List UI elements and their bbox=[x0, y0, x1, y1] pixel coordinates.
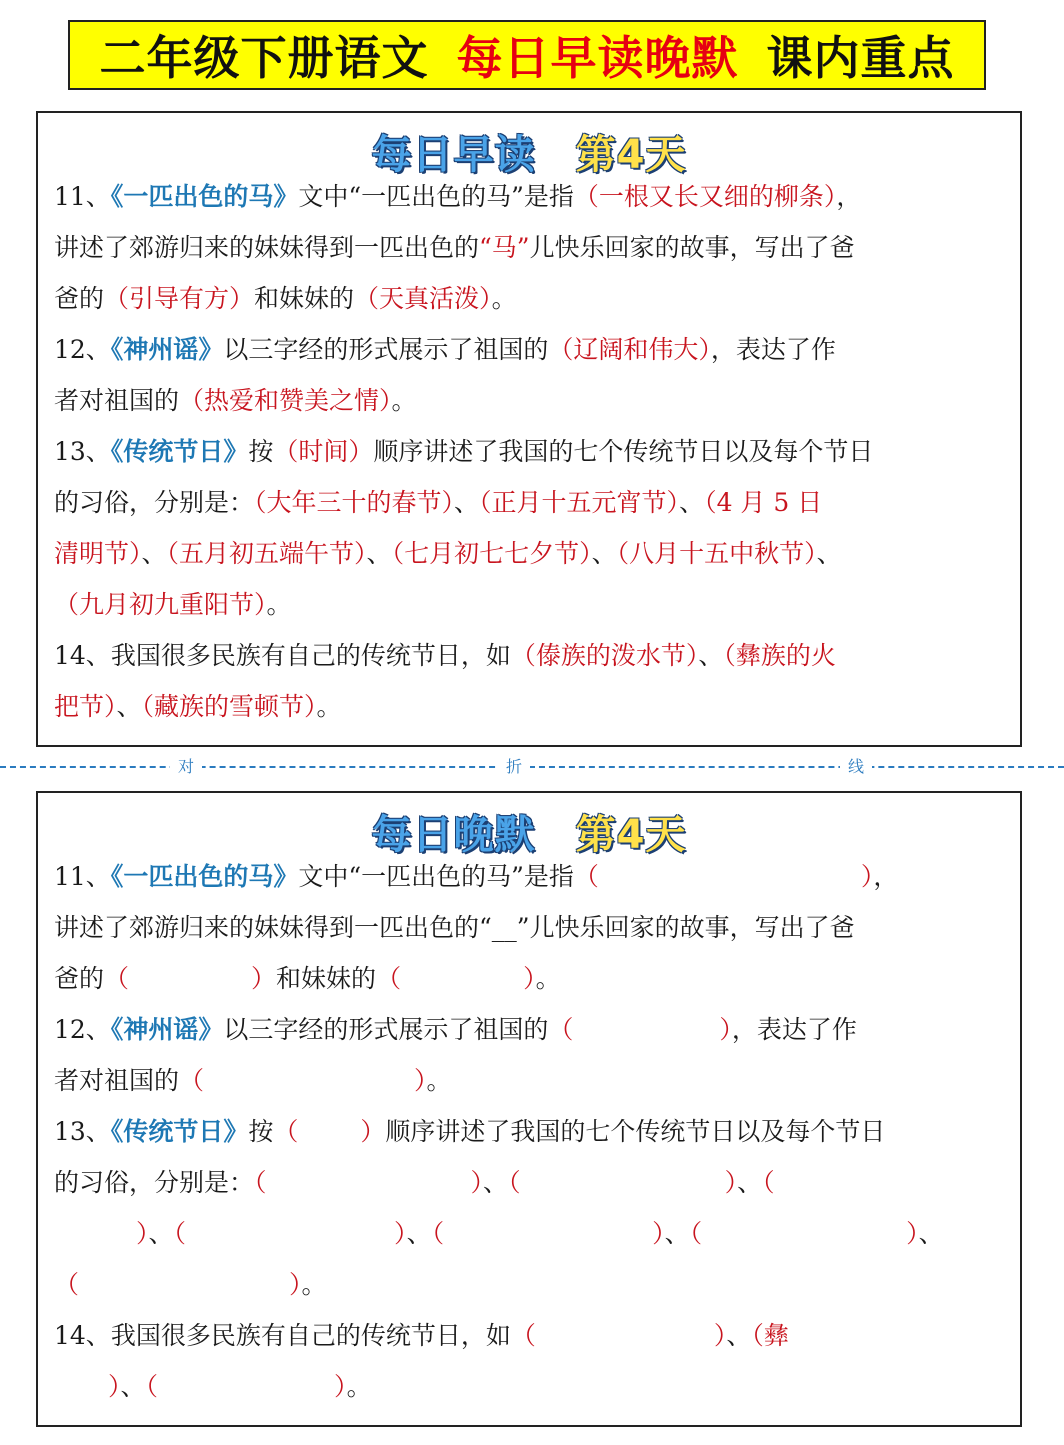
text-segment: 、 bbox=[591, 539, 617, 568]
text-segment: ） bbox=[719, 1015, 732, 1044]
text-segment: 13、 bbox=[54, 1117, 111, 1146]
text-segment: 13、 bbox=[54, 437, 111, 466]
text-segment: 文中“一匹出色的马”是指 bbox=[298, 862, 574, 891]
text-line bbox=[54, 634, 1006, 685]
text-segment: 顺序讲述了我国的七个传统节日以及每个节日 bbox=[385, 1117, 886, 1146]
text-segment: 、 bbox=[726, 1321, 752, 1350]
text-segment: ） bbox=[108, 1372, 121, 1401]
answer-hint: 彝 bbox=[763, 1321, 789, 1350]
text-segment: （ bbox=[573, 862, 599, 891]
text-segment: ） bbox=[289, 1270, 302, 1299]
text-line bbox=[54, 957, 1006, 1008]
text-segment: 讲述了郊游归来的妹妹得到一匹出色的 bbox=[54, 233, 480, 262]
text-segment: （ bbox=[254, 1168, 267, 1197]
evening-dictation-panel bbox=[36, 791, 1022, 1427]
text-segment: 14、 bbox=[54, 1321, 111, 1350]
text-segment: 讲述了郊游归来的妹妹得到一匹出色的“__”儿快乐回家的故事，写出了爸 bbox=[54, 913, 855, 942]
panel-day-label: 第4天 bbox=[575, 132, 687, 178]
text-segment: 。 bbox=[491, 284, 517, 313]
text-segment: 。 bbox=[535, 964, 561, 993]
text-segment: 者对祖国的 bbox=[54, 1066, 180, 1095]
text-segment: 。 bbox=[426, 1066, 452, 1095]
text-segment: ） bbox=[360, 1117, 386, 1146]
text-segment: （ bbox=[548, 1015, 574, 1044]
text-segment: （ bbox=[689, 1219, 703, 1248]
text-segment: ） bbox=[906, 1219, 919, 1248]
text-segment: 、 bbox=[698, 641, 724, 670]
text-segment: 以三字经的形式展示了祖国的 bbox=[223, 335, 549, 364]
text-segment: （ bbox=[751, 1321, 764, 1350]
answer: （时间） bbox=[273, 437, 374, 466]
banner-grade: 二年级下册语文 bbox=[99, 31, 429, 85]
text-segment: 、 bbox=[120, 1372, 146, 1401]
text-segment: 、 bbox=[664, 1219, 690, 1248]
text-segment: 的习俗，分别是： bbox=[54, 1168, 255, 1197]
text-line bbox=[54, 175, 1006, 226]
text-segment: 爸的 bbox=[54, 964, 105, 993]
text-segment: （ bbox=[510, 1321, 536, 1350]
text-line bbox=[54, 481, 1006, 532]
text-segment: 儿快乐回家的故事，写出了爸 bbox=[529, 233, 855, 262]
text-segment: （ bbox=[762, 1168, 775, 1197]
text-line bbox=[54, 855, 1006, 906]
text-segment: ） bbox=[523, 964, 536, 993]
text-segment: 、 bbox=[737, 1168, 763, 1197]
panel-title-text: 每日早读 bbox=[371, 132, 536, 178]
text-segment: ） bbox=[251, 964, 277, 993]
answer: （正月十五元宵节） bbox=[479, 488, 680, 517]
text-segment: 的习俗，分别是： bbox=[54, 488, 255, 517]
text-segment: 12、 bbox=[54, 335, 111, 364]
text-segment: 、 bbox=[918, 1219, 944, 1248]
lesson-title: 《神州谣》 bbox=[110, 1015, 224, 1044]
text-segment: 按 bbox=[248, 1117, 274, 1146]
text-line bbox=[54, 583, 1006, 634]
text-line bbox=[54, 277, 1006, 328]
answer: （五月初五端午节） bbox=[166, 539, 367, 568]
text-segment: 。 bbox=[346, 1372, 372, 1401]
answer: （4 月 5 日 bbox=[704, 488, 823, 517]
text-line bbox=[54, 430, 1006, 481]
text-segment: ） bbox=[414, 1066, 427, 1095]
text-segment: 11、 bbox=[54, 862, 111, 891]
answer: 把节） bbox=[54, 692, 117, 721]
answer: “马” bbox=[479, 233, 530, 262]
text-line bbox=[54, 328, 1006, 379]
text-segment: （ bbox=[376, 964, 402, 993]
text-segment: 我国很多民族有自己的传统节日，如 bbox=[110, 1321, 511, 1350]
evening-dictation-content bbox=[54, 855, 1006, 1416]
answer: （大年三十的春节） bbox=[254, 488, 455, 517]
text-segment: ， bbox=[836, 182, 862, 211]
text-segment: ） bbox=[724, 1168, 738, 1197]
text-segment: ） bbox=[470, 1168, 484, 1197]
text-segment: ） bbox=[136, 1219, 149, 1248]
text-segment: 和妹妹的 bbox=[254, 284, 355, 313]
text-segment: 、 bbox=[816, 539, 842, 568]
text-segment: 以三字经的形式展示了祖国的 bbox=[223, 1015, 549, 1044]
text-segment: 。 bbox=[316, 692, 342, 721]
page-banner bbox=[68, 20, 986, 90]
text-segment: ， bbox=[873, 862, 899, 891]
answer: （九月初九重阳节） bbox=[54, 590, 267, 619]
text-line bbox=[54, 379, 1006, 430]
text-segment: 按 bbox=[248, 437, 274, 466]
text-segment: 、 bbox=[141, 539, 167, 568]
answer: （七月初七七夕节） bbox=[391, 539, 592, 568]
text-segment: ） bbox=[652, 1219, 665, 1248]
text-segment: 、 bbox=[116, 692, 142, 721]
text-segment: 、 bbox=[148, 1219, 174, 1248]
answer: （八月十五中秋节） bbox=[616, 539, 817, 568]
text-segment: （ bbox=[273, 1117, 299, 1146]
text-line bbox=[54, 906, 1006, 957]
lesson-title: 《传统节日》 bbox=[110, 1117, 249, 1146]
text-segment: 爸的 bbox=[54, 284, 105, 313]
text-line bbox=[54, 226, 1006, 277]
text-segment: 文中“一匹出色的马”是指 bbox=[298, 182, 574, 211]
text-segment: （ bbox=[179, 1066, 205, 1095]
text-segment: （ bbox=[104, 964, 130, 993]
text-segment: 者对祖国的 bbox=[54, 386, 180, 415]
text-segment: 、 bbox=[406, 1219, 432, 1248]
lesson-title: 《一匹出色的马》 bbox=[110, 862, 299, 891]
answer: （辽阔和伟大） bbox=[548, 335, 711, 364]
text-line bbox=[54, 1314, 1006, 1365]
text-line bbox=[54, 1110, 1006, 1161]
text-segment: 、 bbox=[366, 539, 392, 568]
text-line bbox=[54, 1212, 1006, 1263]
answer: （热爱和赞美之情） bbox=[179, 386, 392, 415]
text-segment: 、 bbox=[483, 1168, 509, 1197]
text-segment: 和妹妹的 bbox=[276, 964, 377, 993]
lesson-title: 《神州谣》 bbox=[110, 335, 224, 364]
text-line bbox=[54, 1365, 1006, 1416]
text-segment: 12、 bbox=[54, 1015, 111, 1044]
text-segment: （ bbox=[173, 1219, 187, 1248]
text-segment: 14、 bbox=[54, 641, 111, 670]
text-segment: 顺序讲述了我国的七个传统节日以及每个节日 bbox=[373, 437, 874, 466]
fold-label: 折 bbox=[498, 756, 530, 778]
text-line bbox=[54, 1059, 1006, 1110]
text-segment: （ bbox=[431, 1219, 445, 1248]
text-line bbox=[54, 685, 1006, 736]
answer: （天真活泼） bbox=[354, 284, 492, 313]
text-line bbox=[54, 532, 1006, 583]
text-segment: 。 bbox=[391, 386, 417, 415]
text-segment: 11、 bbox=[54, 182, 111, 211]
text-segment: 。 bbox=[301, 1270, 327, 1299]
answer: （一根又长又细的柳条） bbox=[573, 182, 837, 211]
lesson-title: 《传统节日》 bbox=[110, 437, 249, 466]
text-segment: 。 bbox=[266, 590, 292, 619]
answer: （傣族的泼水节） bbox=[510, 641, 699, 670]
lesson-title: 《一匹出色的马》 bbox=[110, 182, 299, 211]
answer: 清明节） bbox=[54, 539, 142, 568]
text-line bbox=[54, 1263, 1006, 1314]
morning-reading-title bbox=[38, 123, 1020, 180]
fold-label: 线 bbox=[840, 756, 872, 778]
morning-reading-content bbox=[54, 175, 1006, 736]
text-segment: ） bbox=[394, 1219, 407, 1248]
panel-day-label: 第4天 bbox=[575, 812, 687, 858]
text-segment: 、 bbox=[454, 488, 480, 517]
text-line bbox=[54, 1008, 1006, 1059]
banner-key-points: 课内重点 bbox=[766, 31, 955, 85]
fold-label: 对 bbox=[170, 756, 202, 778]
text-segment: 、 bbox=[679, 488, 705, 517]
text-segment: ） bbox=[334, 1372, 347, 1401]
morning-reading-panel bbox=[36, 111, 1022, 747]
panel-title-text: 每日晚默 bbox=[371, 812, 536, 858]
banner-highlight: 每日早读晚默 bbox=[456, 31, 739, 85]
evening-dictation-title bbox=[38, 803, 1020, 860]
text-segment: ） bbox=[713, 1321, 727, 1350]
text-line bbox=[54, 1161, 1006, 1212]
answer: （藏族的雪顿节） bbox=[141, 692, 317, 721]
text-segment: （ bbox=[508, 1168, 521, 1197]
text-segment: ） bbox=[860, 862, 874, 891]
text-segment: ，表达了作 bbox=[731, 1015, 857, 1044]
text-segment: 我国很多民族有自己的传统节日，如 bbox=[110, 641, 511, 670]
answer: （引导有方） bbox=[104, 284, 255, 313]
text-segment: ，表达了作 bbox=[710, 335, 836, 364]
text-segment: （ bbox=[145, 1372, 159, 1401]
fold-line bbox=[0, 756, 1064, 778]
text-segment: （ bbox=[54, 1270, 80, 1299]
fold-dash bbox=[0, 766, 1064, 768]
answer: （彝族的火 bbox=[723, 641, 836, 670]
